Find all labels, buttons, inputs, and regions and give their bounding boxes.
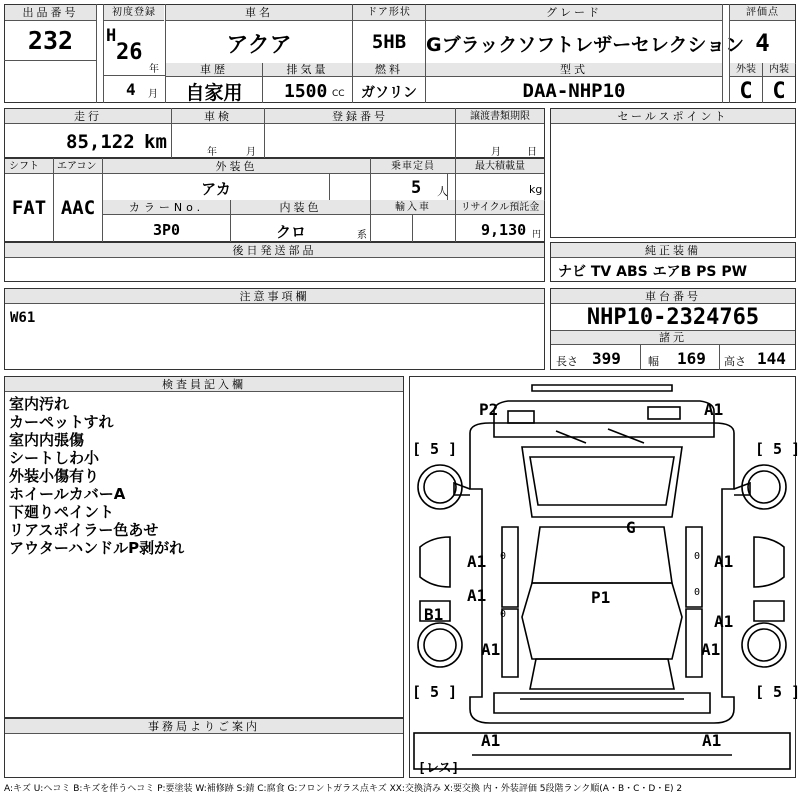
inspection-label: 車検 — [172, 109, 264, 124]
exterior-label: 外装 — [730, 63, 762, 77]
car-name: アクア — [226, 33, 292, 58]
door-type: 5HB — [371, 31, 407, 53]
era: H — [106, 26, 117, 46]
recycle-unit: 円 — [532, 230, 542, 240]
recycle-label: リサイクル預託金 — [456, 200, 544, 215]
inspector-line: シートしわ小 — [9, 449, 100, 467]
chassis-label: 車台番号 — [551, 289, 795, 304]
notes-label: 注意事項欄 — [5, 289, 544, 304]
car-diagram — [409, 376, 800, 778]
mileage-unit: km — [144, 131, 167, 153]
transfer-day-unit: 日 — [527, 147, 537, 158]
mileage: 85,122 — [66, 131, 135, 153]
ac-label: エアコン — [54, 159, 102, 174]
grade-label: グレード — [426, 5, 722, 21]
reg-no-label: 登録番号 — [265, 109, 455, 124]
damage-mark-a1: A1 — [714, 612, 734, 631]
damage-mark-a1: A1 — [702, 731, 722, 750]
inspector-line: ホイールカバーA — [9, 485, 126, 503]
length: 399 — [592, 349, 621, 368]
damage-mark-a1: A1 — [704, 400, 724, 419]
tire-mark: [ 5 ] — [755, 440, 800, 458]
inspector-line: カーペットすれ — [9, 413, 114, 431]
displacement: 1500 — [284, 81, 328, 102]
damage-mark-0: 0 — [500, 609, 507, 620]
damage-mark-0: 0 — [694, 551, 701, 562]
max-load-unit: kg — [529, 183, 543, 196]
damage-mark-0: 0 — [694, 587, 701, 598]
int-color-suffix: 系 — [357, 230, 367, 241]
interior-label: 内装 — [763, 63, 795, 77]
height-label: 高さ — [724, 355, 746, 368]
ext-color-label: 外装色 — [103, 159, 370, 174]
width: 169 — [677, 349, 706, 368]
model: DAA-NHP10 — [522, 80, 626, 102]
inspector-line: 外装小傷有り — [9, 467, 100, 485]
transfer-month-unit: 月 — [491, 147, 501, 158]
interior-grade: C — [772, 79, 786, 104]
recycle-fee: 9,130 — [481, 221, 527, 239]
door-type-label: ドア形状 — [353, 5, 425, 21]
capacity-unit: 人 — [437, 185, 448, 198]
damage-mark-g: G — [626, 518, 636, 537]
score: 4 — [755, 29, 770, 57]
fuel-label: 燃料 — [353, 63, 425, 77]
tire-mark: [ 5 ] — [755, 683, 800, 701]
transfer-label: 譲渡書類期限 — [456, 109, 544, 124]
equipment-label: 純正装備 — [551, 243, 795, 258]
inspector-line: 室内内張傷 — [9, 431, 85, 449]
damage-mark-a1: A1 — [467, 586, 487, 605]
damage-mark-a1: A1 — [481, 731, 501, 750]
reg-month: 4 — [126, 80, 136, 99]
displacement-unit: CC — [332, 89, 345, 99]
exterior-grade: C — [739, 79, 753, 104]
damage-mark-p1: P1 — [591, 588, 611, 607]
damage-mark-a1: A1 — [481, 640, 501, 659]
damage-legend: A:キズ U:ヘコミ B:キズを伴うヘコミ P:要塗装 W:補修跡 S:錆 C:腐食 G:フロントガラス点キズ XX:交換済み X:要交換 内・外装評価 5段階ランク順(A・B・C・D・E) 2 — [4, 784, 683, 794]
length-label: 長さ — [556, 355, 578, 368]
inspection-month-unit: 月 — [246, 147, 256, 158]
displacement-label: 排気量 — [263, 63, 352, 77]
tire-mark: [ 5 ] — [412, 440, 458, 458]
color-no: 3P0 — [152, 221, 181, 239]
office-label: 事務局よりご案内 — [5, 719, 403, 734]
reg-year-unit: 年 — [149, 64, 159, 75]
notes-text: W61 — [10, 310, 36, 326]
damage-mark-a1: A1 — [701, 640, 721, 659]
inspector-label: 検査員記入欄 — [5, 377, 403, 392]
inspector-line: アウターハンドルP剥がれ — [9, 539, 185, 557]
reg-month-unit: 月 — [148, 89, 158, 100]
damage-mark-0: 0 — [500, 551, 507, 562]
damage-mark-p2: P2 — [479, 400, 499, 419]
tire-mark: [ 5 ] — [412, 683, 458, 701]
shift-label: シフト — [5, 159, 53, 174]
mileage-label: 走行 — [5, 109, 171, 124]
capacity: 5 — [411, 178, 422, 198]
later-parts-label: 後日発送部品 — [5, 243, 544, 258]
inspection-year-unit: 年 — [207, 147, 217, 158]
car-outline — [410, 377, 794, 776]
height: 144 — [757, 349, 786, 368]
import-label: 輸入車 — [371, 200, 455, 215]
equipment: ナビ TV ABS エアB PS PW — [558, 264, 748, 280]
car-name-label: 車名 — [166, 5, 352, 21]
chassis-number: NHP10-2324765 — [586, 305, 760, 330]
fuel: ガソリン — [361, 85, 417, 101]
shift: FAT — [11, 197, 47, 219]
ac: AAC — [60, 197, 96, 219]
inspector-notes — [9, 395, 184, 557]
first-reg-label: 初度登録 — [104, 5, 164, 21]
capacity-label: 乗車定員 — [371, 159, 455, 174]
history: 自家用 — [185, 82, 243, 104]
grade: Gブラックソフトレザーセレクション — [426, 34, 745, 56]
inspector-line: リアスポイラー色あせ — [9, 521, 159, 539]
inspector-line: 室内汚れ — [9, 395, 70, 413]
damage-mark-b1: B1 — [424, 605, 444, 624]
model-label: 型式 — [426, 63, 722, 77]
score-label: 評価点 — [730, 5, 795, 21]
damage-mark-a1: A1 — [467, 552, 487, 571]
specs-label: 諸元 — [551, 330, 795, 345]
damage-mark-a1: A1 — [714, 552, 734, 571]
reg-year: 26 — [116, 40, 143, 65]
sales-point-box — [550, 108, 796, 238]
width-label: 幅 — [648, 355, 659, 368]
max-load-label: 最大積載量 — [456, 159, 544, 174]
spare-tire-mark: [レス] — [418, 761, 460, 776]
ext-color: アカ — [201, 180, 231, 198]
int-color-label: 内装色 — [231, 200, 370, 215]
inspector-line: 下廻りペイント — [9, 503, 115, 521]
color-no-label: カラーNo. — [103, 200, 230, 215]
int-color: クロ — [275, 223, 306, 241]
history-label: 車歴 — [166, 63, 262, 77]
sales-point-label: セールスポイント — [551, 109, 795, 124]
lot-no-label: 出品番号 — [5, 5, 96, 21]
lot-no: 232 — [27, 26, 74, 55]
